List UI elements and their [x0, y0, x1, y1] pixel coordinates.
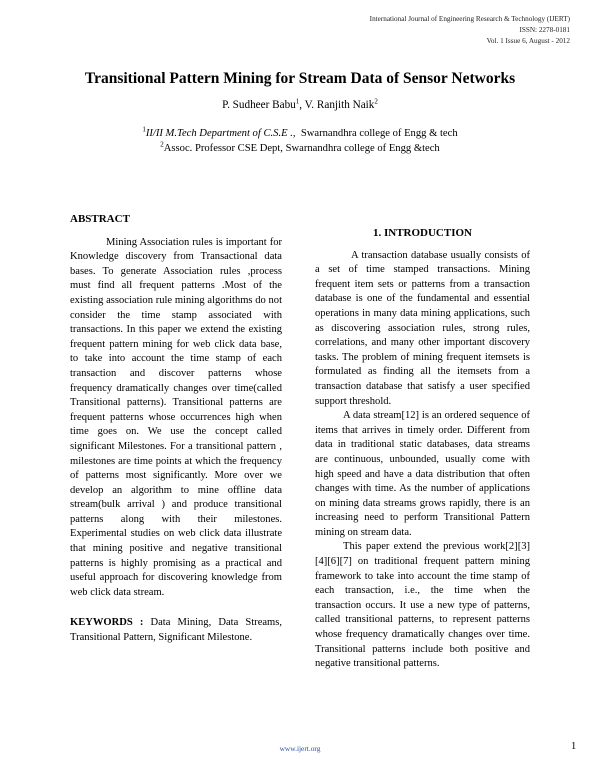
- keywords: [70, 616, 282, 645]
- paper-title: Transitional Pattern Mining for Stream Data of Sensor Networks: [84, 70, 516, 87]
- author-1-sup: 1: [295, 97, 300, 106]
- left-column: [70, 212, 282, 646]
- abstract-heading: ABSTRACT: [70, 213, 130, 225]
- author-separator: ,: [299, 99, 305, 111]
- introduction-heading: 1. INTRODUCTION: [372, 227, 472, 239]
- journal-volume: Vol. 1 Issue 6, August - 2012: [486, 37, 570, 45]
- affiliation-1-dept: II/II M.Tech Department of C.S.E .,: [145, 128, 296, 139]
- author-2-sup: 2: [374, 97, 378, 106]
- author-2: V. Ranjith Naik: [304, 99, 375, 111]
- page-number: 1: [571, 741, 577, 752]
- journal-header: [370, 14, 570, 47]
- journal-issn: ISSN: 2278-0181: [519, 26, 570, 34]
- intro-paragraph-3: This paper extend the previous work[2][3][4][6][7] on traditional frequent pattern mining framework to take into account the time stamp of each transaction, i.e., the time when the transaction occurs. It use a new type of patterns, called transitional patterns, to represent patterns whose frequency dramatically changes over time. Transitional patterns include both positive and negative transitional patterns.: [315, 541, 530, 670]
- journal-name: International Journal of Engineering Research & Technology (IJERT): [369, 15, 570, 23]
- author-line: [0, 99, 600, 111]
- keywords-label: KEYWORDS :: [70, 617, 144, 629]
- intro-paragraph-2: A data stream[12] is an ordered sequence of items that arrives in timely order. Different from data in traditional static databases, data streams are continuous, unbounded, usually come with high speed and have a data distribution that often changes with time. As the number of applications on mining data streams grows rapidly, there is an increasing need to perform Transitional Pattern mining on stream data.: [315, 410, 530, 538]
- footer-url[interactable]: www.ijert.org: [279, 744, 321, 753]
- keywords-text: Data Mining, Data Streams, Transitional Pattern, Significant Milestone.: [70, 617, 282, 644]
- affiliation-2-text: Assoc. Professor CSE Dept, Swarnandhra college of Engg &tech: [163, 143, 440, 154]
- intro-paragraph-1: A transaction database usually consists of a set of time stamped transactions. Mining frequent item sets or patterns from a transaction database is one of the fundamental and essential operations in many data mining applications, such as discovering association rules, strong rules, correlations, and many other important discovery tasks. The problem of mining frequent itemsets is formulated as finding all the itemsets from a transaction database that satisfy a user specified support threshold.: [315, 249, 530, 407]
- author-1: P. Sudheer Babu: [222, 99, 296, 111]
- affiliation-2-sup: 2: [160, 140, 164, 149]
- affiliation-1-sup: 1: [142, 125, 146, 134]
- affiliations: [0, 126, 600, 156]
- affiliation-1-college: Swarnandhra college of Engg & tech: [295, 128, 458, 139]
- affiliation-2: [0, 141, 600, 156]
- right-column: [315, 226, 530, 672]
- affiliation-1: [0, 126, 600, 141]
- abstract-body: Mining Association rules is important for Knowledge discovery from Transactional data bases. To generate Association rules ,process must find all frequent patterns .Most of the existing association rule mining algorithms do not consider the time stamp associated with transactions. In this paper we extend the existing frequent pattern mining for web click data base, to take into account the time stamp of each transaction and discover patterns whose frequency dramatically changes over time(called Transitional patterns). Transitional patterns are frequent patterns whose occurrences high when time goes on. We use the concept called significant Milestones. For a transitional pattern , milestones are time points at which the frequency of patterns most significantly. More over we develop an algorithm to mine offline data stream(bulk arrival ) and produce transitional patterns along with their milestones. Experimental studies on web click data illustrate that mining positive and negative transitional patterns is highly promising as a practical and useful approach for discovering knowledge from web click data stream.: [70, 236, 282, 598]
